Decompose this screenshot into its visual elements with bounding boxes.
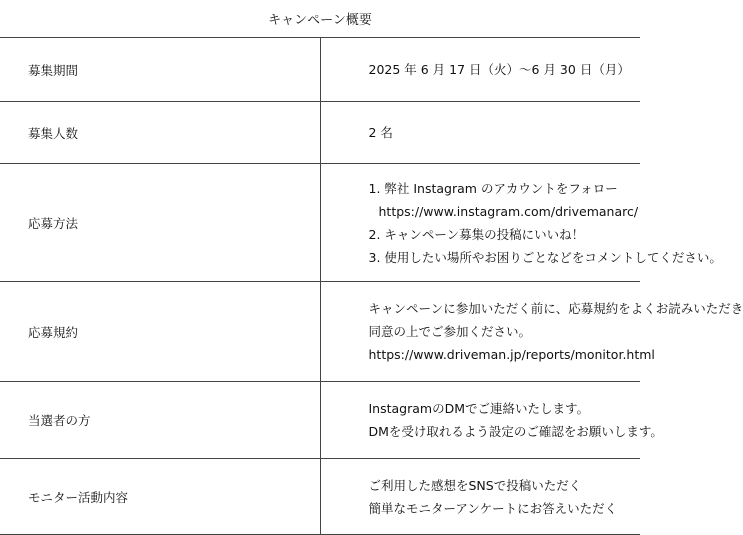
table-row-count [0, 102, 640, 164]
table-row-winners [0, 382, 640, 459]
row-label-period: 募集期間 [0, 38, 320, 102]
table-row-how-to-apply [0, 164, 640, 282]
row-label-monitor-activity: モニター活動内容 [0, 459, 320, 535]
table-row-terms [0, 282, 640, 382]
winners-text-1: InstagramのDMでご連絡いたします。 [368, 401, 590, 416]
row-label-terms: 応募規約 [0, 282, 320, 382]
row-value-terms [320, 282, 743, 382]
row-value-monitor-activity [320, 459, 640, 535]
row-value-winners [320, 382, 663, 459]
terms-text-1: キャンペーンに参加いただく前に、応募規約をよくお読みいただき [368, 301, 743, 316]
terms-link[interactable]: https://www.driveman.jp/reports/monitor.html [368, 347, 655, 362]
row-label-winners: 当選者の方 [0, 382, 320, 459]
row-label-count: 募集人数 [0, 102, 320, 164]
row-value-how-to-apply [320, 164, 722, 282]
apply-step-1: 1. 弊社 Instagram のアカウントをフォロー [368, 180, 618, 196]
winners-text-2: DMを受け取れるよう設定のご確認をお願いします。 [368, 424, 663, 439]
table-row-monitor-activity [0, 459, 640, 535]
table-row-period [0, 38, 640, 102]
terms-text-2: 同意の上でご参加ください。 [368, 324, 532, 339]
period-text: 2025 年 6 月 17 日（火）～6 月 30 日（月） [368, 62, 630, 77]
row-value-count [320, 102, 640, 164]
apply-step-3: 3. 使用したい場所やお困りごとなどをコメントしてください。 [368, 249, 722, 265]
monitor-text-1: ご利用した感想をSNSで投稿いただく [368, 477, 582, 493]
instagram-link[interactable]: https://www.instagram.com/drivemanarc/ [378, 203, 639, 219]
row-label-how-to-apply: 応募方法 [0, 164, 320, 282]
apply-step-2: 2. キャンペーン募集の投稿にいいね！ [368, 226, 585, 242]
monitor-text-2: 簡単なモニターアンケートにお答えいただく [368, 500, 618, 516]
table-title: キャンペーン概要 [0, 0, 640, 38]
row-value-period [320, 38, 640, 102]
count-text: 2 名 [368, 125, 393, 140]
